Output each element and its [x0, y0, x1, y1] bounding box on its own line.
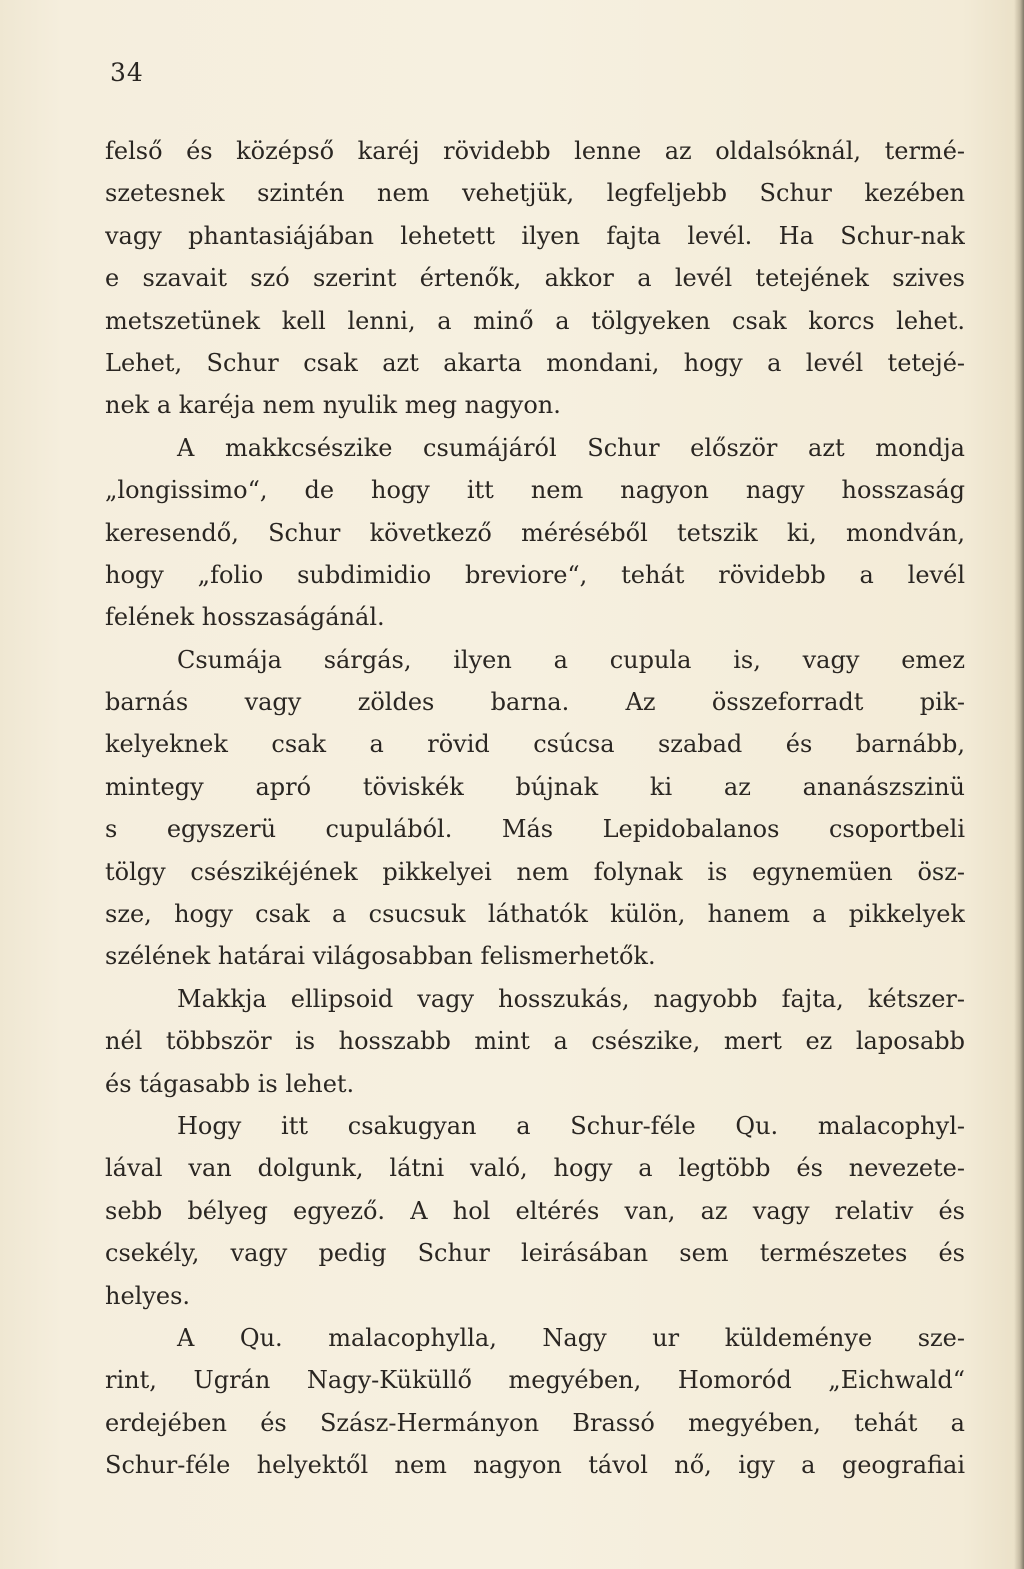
- text-line: A Qu. malacophylla, Nagy ur küldeménye sze-: [177, 1323, 965, 1352]
- text-line: felének hosszaságánál.: [105, 603, 385, 632]
- text-line: Csumája sárgás, ilyen a cupula is, vagy emez: [177, 645, 965, 674]
- text-line: helyes.: [105, 1281, 191, 1310]
- text-line: A makkcsészike csumájáról Schur először azt mondja: [177, 433, 965, 462]
- page-number: 34: [110, 58, 144, 87]
- text-line: kelyeknek csak a rövid csúcsa szabad és barnább,: [105, 730, 965, 759]
- text-line: szélének határai világosabban felismerhetők.: [105, 942, 656, 971]
- text-line: Schur-féle helyektől nem nagyon távol nő, igy a geografiai: [105, 1451, 965, 1480]
- text-line: csekély, vagy pedig Schur leirásában sem természetes és: [105, 1239, 965, 1268]
- text-line: mintegy apró töviskék bújnak ki az ananászszinü: [105, 772, 965, 801]
- text-line: „longissimo“, de hogy itt nem nagyon nagy hosszaság: [105, 476, 965, 505]
- body-text: [105, 130, 965, 1487]
- text-line: sebb bélyeg egyező. A hol eltérés van, az vagy relativ és: [105, 1196, 965, 1225]
- text-line: vagy phantasiájában lehetett ilyen fajta levél. Ha Schur-nak: [105, 221, 965, 250]
- text-line: és tágasabb is lehet.: [105, 1069, 355, 1098]
- text-line: szetesnek szintén nem vehetjük, legfeljebb Schur kezében: [105, 179, 965, 208]
- text-line: metszetünek kell lenni, a minő a tölgyeken csak korcs lehet.: [105, 306, 965, 335]
- text-line: erdejében és Szász-Hermányon Brassó megyében, tehát a: [105, 1408, 965, 1437]
- text-line: rint, Ugrán Nagy-Küküllő megyében, Homoród „Eichwald“: [105, 1366, 965, 1395]
- text-line: nél többször is hosszabb mint a csészike, mert ez laposabb: [105, 1027, 965, 1056]
- text-line: tölgy csészikéjének pikkelyei nem folynak is egynemüen ösz-: [105, 857, 965, 886]
- text-line: hogy „folio subdimidio breviore“, tehát rövidebb a levél: [105, 560, 965, 589]
- text-line: lával van dolgunk, látni való, hogy a legtöbb és nevezete-: [105, 1154, 965, 1183]
- text-line: e szavait szó szerint értenők, akkor a levél tetejének szives: [105, 264, 965, 293]
- text-line: keresendő, Schur következő méréséből tetszik ki, mondván,: [105, 518, 965, 547]
- page-edge-shadow: [1014, 0, 1024, 1569]
- text-line: sze, hogy csak a csucsuk láthatók külön, hanem a pikkelyek: [105, 900, 965, 929]
- text-line: s egyszerü cupulából. Más Lepidobalanos csoportbeli: [105, 815, 965, 844]
- text-line: Lehet, Schur csak azt akarta mondani, hogy a levél tetejé-: [105, 348, 965, 377]
- text-line: Makkja ellipsoid vagy hosszukás, nagyobb fajta, kétszer-: [177, 984, 965, 1013]
- text-line: felső és középső karéj rövidebb lenne az oldalsóknál, termé-: [105, 137, 965, 165]
- text-line: barnás vagy zöldes barna. Az összeforradt pik-: [105, 688, 965, 717]
- text-line: nek a karéja nem nyulik meg nagyon.: [105, 391, 561, 420]
- text-line: Hogy itt csakugyan a Schur-féle Qu. malacophyl-: [177, 1111, 965, 1140]
